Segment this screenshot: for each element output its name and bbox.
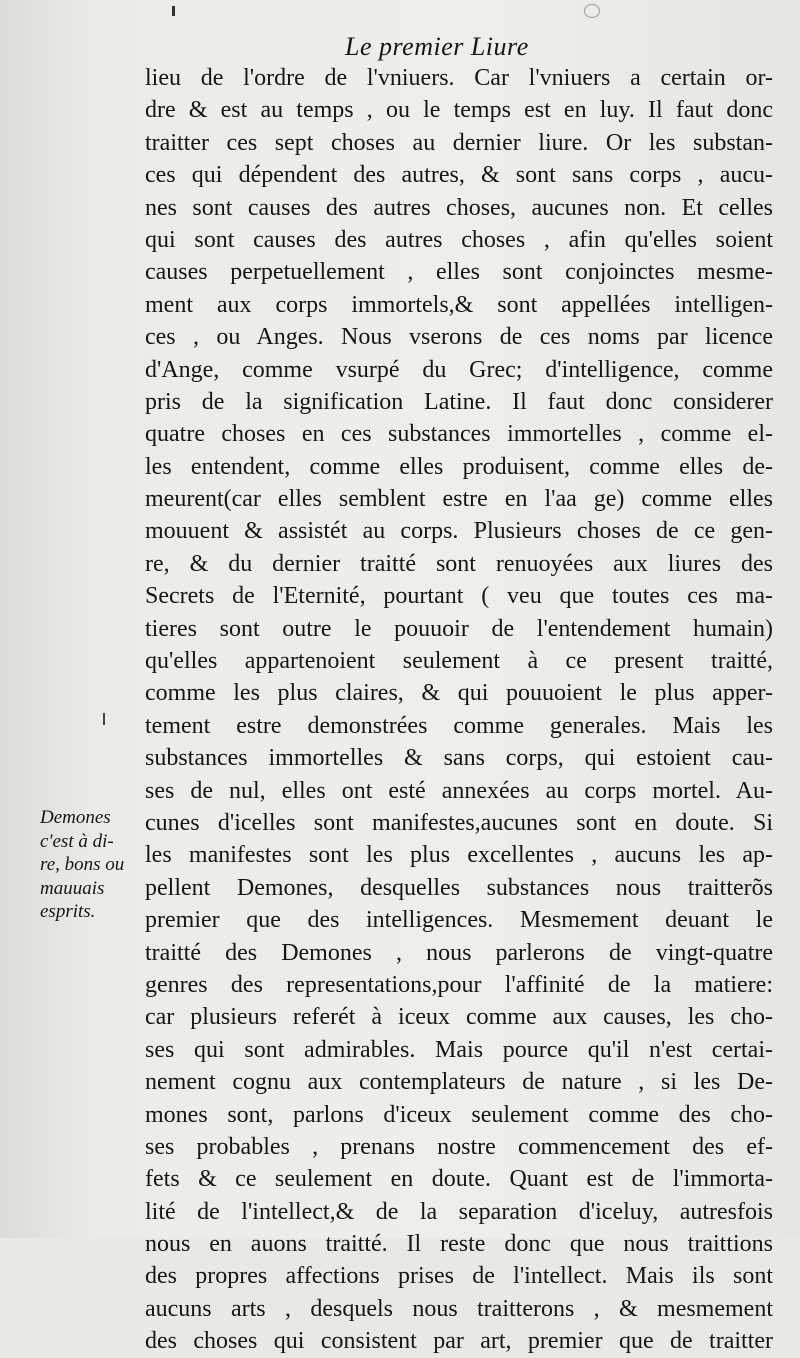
text-line: les entendent, comme elles produisent, comme elles de- [145, 453, 773, 480]
text-line: quatre choses en ces substances immortelles , comme el- [145, 421, 773, 448]
text-line: premier que des intelligences. Mesmement deuant le [145, 907, 773, 934]
text-line: cunes d'icelles sont manifestes,aucunes sont en doute. Si [145, 809, 773, 836]
running-header: Le premier Liure [345, 32, 529, 61]
text-line: ces , ou Anges. Nous vserons de ces noms par licence [145, 324, 773, 351]
text-line: nement cognu aux contemplateurs de nature , si les De- [145, 1069, 773, 1096]
text-line: mouuent & assistét au corps. Plusieurs choses de ce gen- [145, 518, 773, 545]
text-line: d'Ange, comme vsurpé du Grec; d'intelligence, comme [145, 356, 773, 383]
margin-note-line: Demones [40, 807, 111, 828]
text-line: nous en auons traitté. Il reste donc que nous traittions [145, 1231, 773, 1258]
body-text [145, 62, 773, 1358]
text-line: ses qui sont admirables. Mais pource qu'il n'est certai- [145, 1036, 773, 1063]
text-line: fets & ce seulement en doute. Quant est de l'immorta- [145, 1166, 773, 1193]
margin-note-line: re, bons ou [40, 854, 125, 875]
text-line: tieres sont outre le pouuoir de l'entendement humain) [145, 615, 773, 642]
text-line: des propres affections prises de l'intellect. Mais ils sont [145, 1263, 773, 1290]
text-line: ses probables , prenans nostre commencement des ef- [145, 1133, 773, 1160]
text-line: ces qui dépendent des autres, & sont sans corps , aucu- [145, 162, 773, 189]
text-line: genres des representations,pour l'affinité de la matiere: [145, 971, 773, 998]
text-line: lieu de l'ordre de l'vniuers. Car l'vniuers a certain or- [145, 65, 773, 91]
text-line: pris de la signification Latine. Il faut donc considerer [145, 388, 773, 415]
text-line: meurent(car elles semblent estre en l'aa ge) comme elles [145, 486, 773, 513]
text-line: traitté des Demones , nous parlerons de vingt-quatre [145, 939, 773, 966]
text-line: tement estre demonstrées comme generales. Mais les [145, 712, 773, 739]
text-line: pellent Demones, desquelles substances nous traitterõs [145, 874, 773, 901]
text-line: aucuns arts , desquels nous traitterons , & mesmement [145, 1295, 773, 1322]
text-line: comme les plus claires, & qui pouuoient le plus apper- [145, 680, 773, 707]
text-line: les manifestes sont les plus excellentes , aucuns les ap- [145, 842, 773, 869]
text-line: qu'elles appartenoient seulement à ce present traitté, [145, 648, 773, 675]
text-line: substances immortelles & sans corps, qui estoient cau- [145, 745, 773, 772]
text-line: re, & du dernier traitté sont renuoyées aux liures des [145, 550, 773, 577]
text-line: dre & est au temps , ou le temps est en luy. Il faut donc [145, 97, 773, 124]
text-line: lité de l'intellect,& de la separation d'iceluy, autresfois [145, 1198, 773, 1225]
margin-note-line: esprits. [40, 901, 96, 922]
text-line: nes sont causes des autres choses, aucunes non. Et celles [145, 194, 773, 221]
text-line: des choses qui consistent par art, premier que de traitter [145, 1328, 773, 1355]
text-line: qui sont causes des autres choses , afin qu'elles soient [145, 226, 773, 253]
text-line: car plusieurs referét à iceux comme aux causes, les cho- [145, 1004, 773, 1031]
text-line: Secrets de l'Eternité, pourtant ( veu que toutes ces ma- [145, 583, 773, 610]
text-line: ment aux corps immortels,& sont appellées intelligen- [145, 291, 773, 318]
text-line: mones sont, parlons d'iceux seulement comme des cho- [145, 1101, 773, 1128]
ink-mark [172, 6, 175, 16]
margin-note-line: mauuais [40, 877, 105, 899]
margin-ink-mark [103, 713, 105, 725]
text-line: ses de nul, elles ont esté annexées au corps mortel. Au- [145, 777, 773, 804]
text-line: traitter ces sept choses au dernier liure. Or les substan- [145, 129, 773, 156]
margin-note-line: c'est à di- [40, 830, 114, 852]
margin-note [40, 806, 152, 924]
faint-stamp-mark [584, 4, 600, 18]
text-line: causes perpetuellement , elles sont conjoinctes mesme- [145, 259, 773, 286]
